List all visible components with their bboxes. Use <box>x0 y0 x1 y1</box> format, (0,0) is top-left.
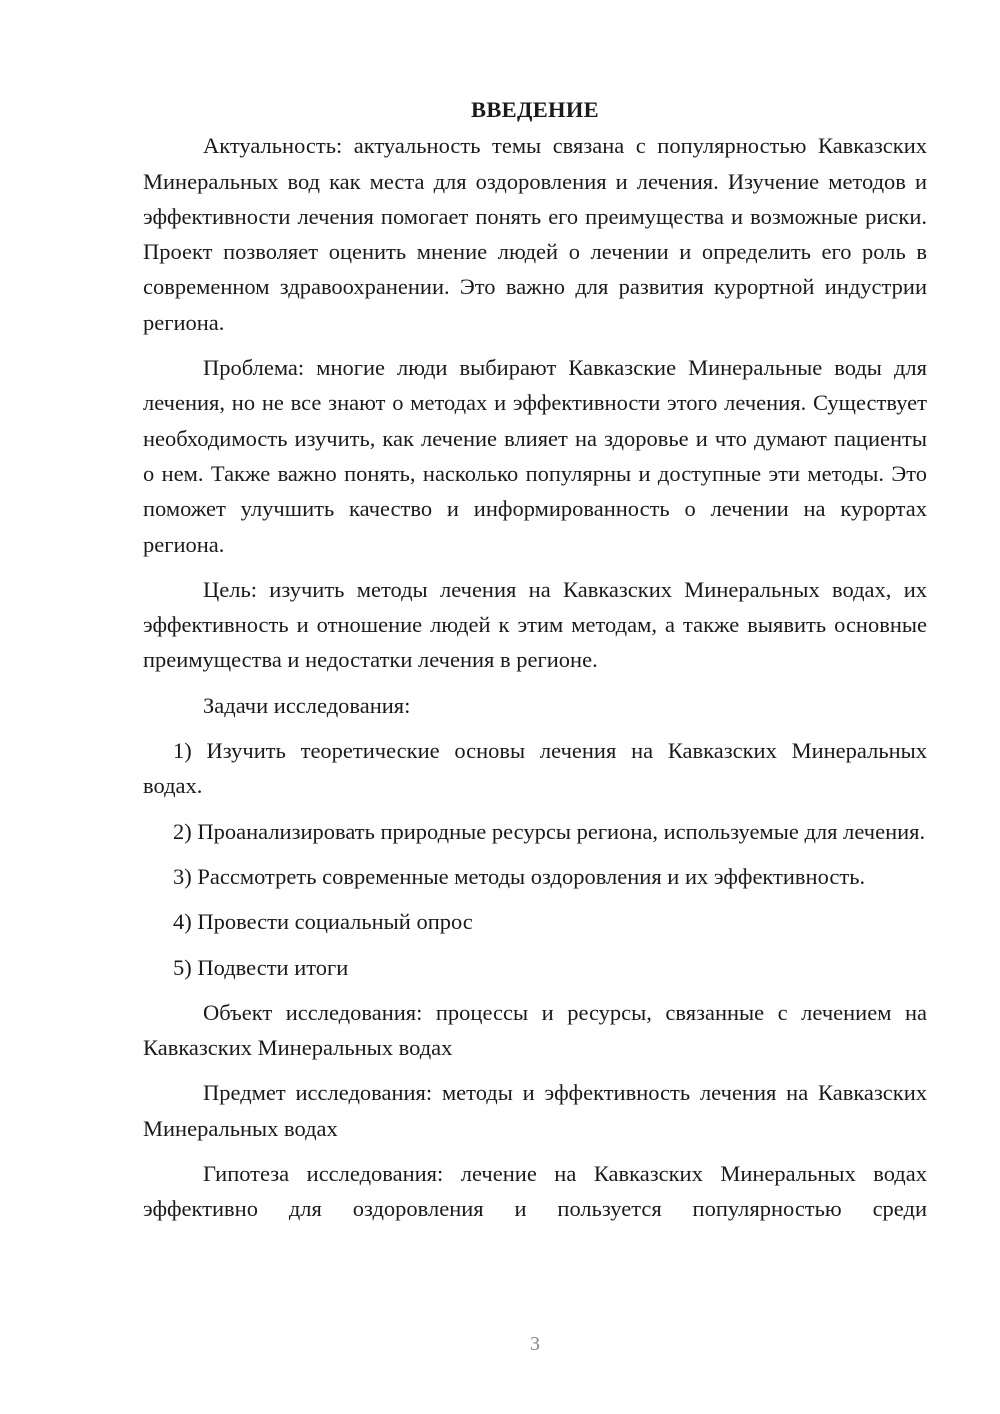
page-number: 3 <box>530 1333 540 1355</box>
tasks-title: Задачи исследования: <box>203 692 411 718</box>
list-item: 5) Подвести итоги <box>173 954 349 980</box>
list-item: 1) Изучить теоретические основы лечения на Кавказских Минеральных водах. <box>143 738 927 799</box>
page-content <box>143 92 927 1237</box>
page-title: ВВЕДЕНИЕ <box>471 97 599 122</box>
goal-paragraph: Цель: изучить методы лечения на Кавказских Минеральных водах, их эффективность и отношение людей к этим методам, а также выявить основные преимущества и недостатки лечения в регионе. <box>143 576 927 673</box>
subject-paragraph: Предмет исследования: методы и эффективность лечения на Кавказских Минеральных водах <box>143 1080 927 1141</box>
list-item: 3) Рассмотреть современные методы оздоровления и их эффективность. <box>173 863 866 889</box>
list-item: 2) Проанализировать природные ресурсы региона, используемые для лечения. <box>173 818 926 844</box>
relevance-paragraph: Актуальность: актуальность темы связана с популярностью Кавказских Минеральных вод как места для оздоровления и лечения. Изучение методов и эффективности лечения помогает понять его преимущества и возможные риски. Проект позволяет оценить мнение людей о лечении и определить его роль в современном здравоохранении. Это важно для развития курортной индустрии региона. <box>143 133 927 335</box>
object-paragraph: Объект исследования: процессы и ресурсы, связанные с лечением на Кавказских Минеральных водах <box>143 999 927 1061</box>
hypothesis-paragraph: Гипотеза исследования: лечение на Кавказских Минеральных водах эффективно для оздоровления и пользуется популярностью среди <box>143 1161 927 1222</box>
tasks-list <box>143 733 927 985</box>
problem-paragraph: Проблема: многие люди выбирают Кавказские Минеральные воды для лечения, но не все знают о методах и эффективности этого лечения. Существует необходимость изучить, как лечение влияет на здоровье и что думают пациенты о нем. Также важно понять, насколько популярны и доступные эти методы. Это поможет улучшить качество и информированность о лечении на курортах региона. <box>143 355 927 557</box>
list-item: 4) Провести социальный опрос <box>173 909 473 935</box>
